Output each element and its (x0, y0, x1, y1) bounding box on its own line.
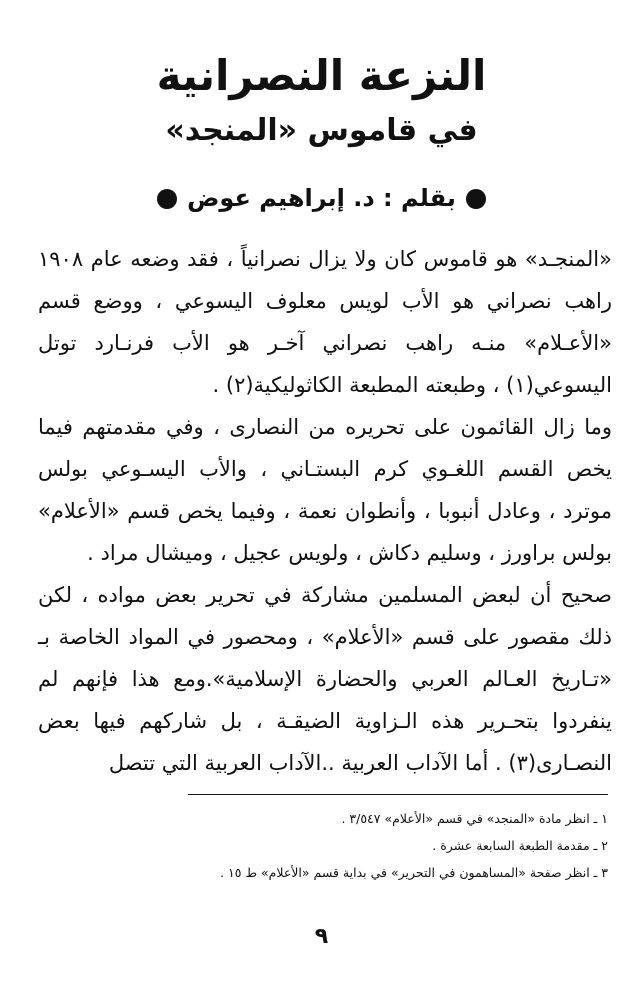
footnote-2: ٢ ـ مقدمة الطبعة السابعة عشرة . (432, 838, 608, 853)
byline-text: بقلم : د. إبراهيم عوض (187, 184, 456, 212)
bullet-left-icon (157, 189, 177, 209)
footnote-1: ١ ـ انظر مادة «المنجد» في قسم «الأعلام» ٣/٥٤٧ . (341, 811, 608, 826)
article-subtitle: في قاموس «المنجد» (165, 113, 478, 148)
footnotes (60, 805, 608, 886)
article-body (38, 238, 612, 784)
page-number: ٩ (314, 924, 329, 949)
paragraph-3: صحيح أن لبعض المسلمين مشاركة في تحرير بعض مواده ، لكن ذلك مقصور على قسم «الأعلام» ، ومحصور في المواد الخاصة بـ «تـاريخ العـالم العربي والحضارة الإسلامية».ومع هذا فإنهم لم ينفردوا بتحـرير هذه الـزاوية الضيقـة ، بل شاركهم فيها بعض النصـارى(٣) . أما الآداب العربية ..الآداب العربية التي تتصل (38, 583, 612, 775)
bullet-right-icon (466, 189, 486, 209)
footnote-divider (188, 794, 608, 795)
paragraph-2: وما زال القائمون على تحريره من النصارى ، وفي مقدمتهم فيما يخص القسم اللغـوي كرم البستـاني ، والأب اليسـوعي بولس موترد ، وعادل أنبوبا ، وأنطوان نعمة ، وفيما يخص قسم «الأعلام» بولس براورز ، وسليم دكاش ، ولويس عجيل ، وميشال مراد . (38, 415, 612, 565)
article-title: النزعة النصرانية (156, 51, 487, 100)
footnote-3: ٣ ـ انظر صفحة «المساهمون في التحرير» في بداية قسم «الأعلام» ط ١٥ . (220, 865, 608, 880)
paragraph-1: «المنجـد» هو قاموس كان ولا يزال نصرانياً ، فقد وضعه عام ١٩٠٨ راهب نصراني هو الأب لويس معلوف اليسوعي ، ووضع قسم «الأعـلام» منـه راهب نصراني آخـر هو الأب فرنـارد توتل اليسوعي(١) ، وطبعته المطبعة الكاثوليكية(٢) . (38, 247, 612, 397)
author-byline (0, 178, 643, 218)
